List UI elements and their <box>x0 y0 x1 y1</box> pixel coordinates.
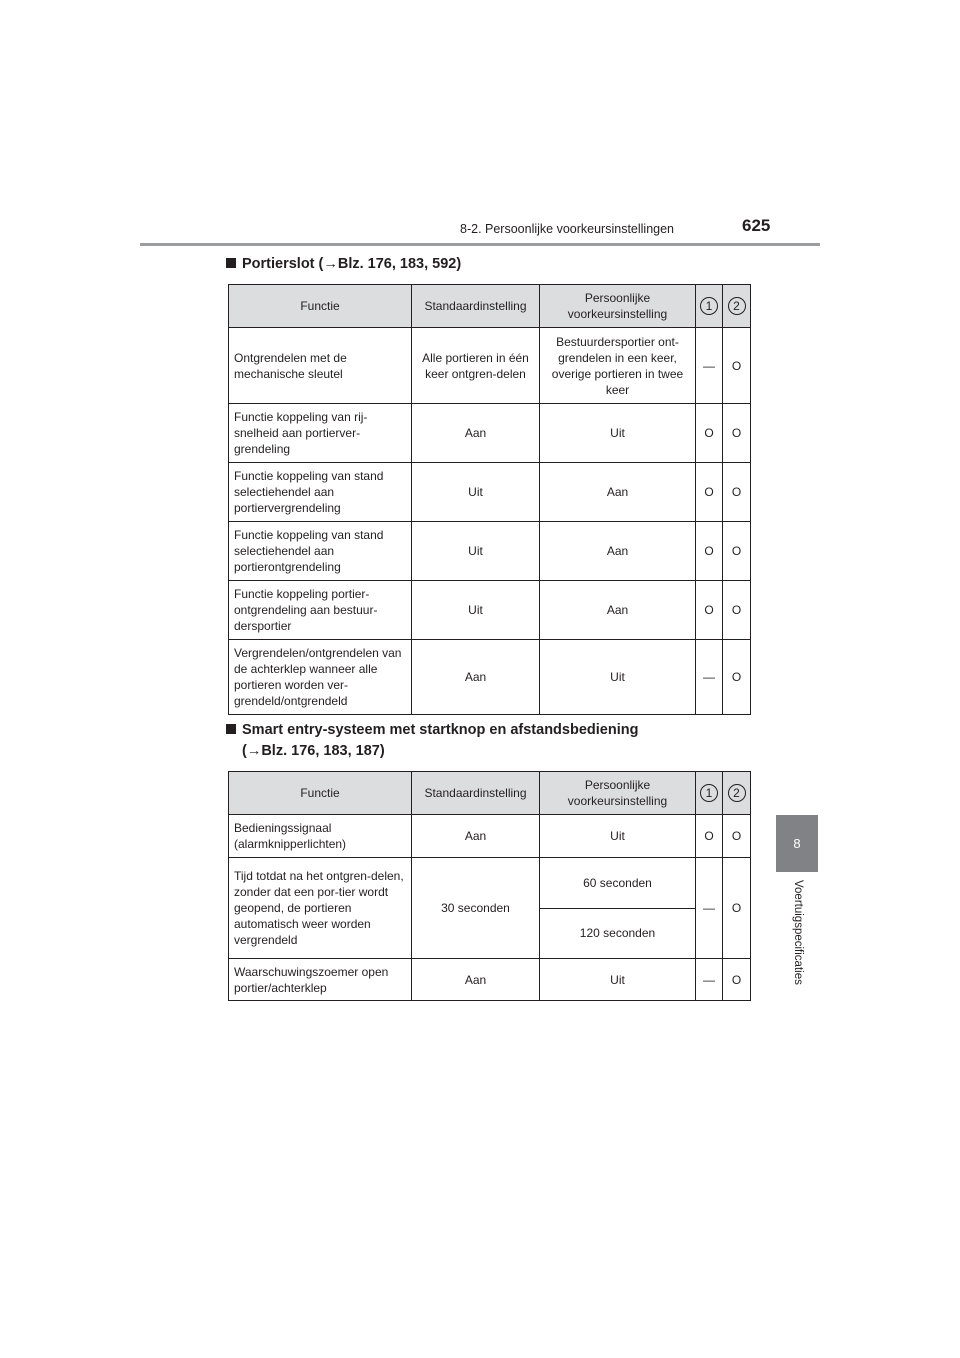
cell-custom: Aan <box>540 463 696 522</box>
cell-c2: O <box>723 858 751 959</box>
cell-default: 30 seconden <box>412 858 540 959</box>
table-header-row <box>229 285 751 328</box>
cell-function: Ontgrendelen met de mechanische sleutel <box>229 328 412 404</box>
column-header-default: Standaardinstelling <box>412 772 540 815</box>
table-row <box>229 581 751 640</box>
section-title-reference: (→Blz. 176, 183, 187) <box>242 743 385 759</box>
cell-c2: O <box>723 463 751 522</box>
cell-c1: O <box>696 522 723 581</box>
cell-function: Bedieningssignaal (alarmknipperlichten) <box>229 815 412 858</box>
cell-c1: — <box>696 959 723 1001</box>
cell-function: Functie koppeling van rij-snelheid aan portierver-grendeling <box>229 404 412 463</box>
cell-default: Aan <box>412 815 540 858</box>
chapter-tab: 8 <box>776 815 818 872</box>
table-row <box>229 959 751 1001</box>
table-row <box>229 328 751 404</box>
table-row <box>229 463 751 522</box>
table-header-row <box>229 772 751 815</box>
portierslot-table <box>228 284 751 715</box>
table-row <box>229 815 751 858</box>
cell-custom: Uit <box>540 404 696 463</box>
cell-c1: — <box>696 640 723 715</box>
square-bullet-icon <box>226 258 236 268</box>
page-number: 625 <box>742 216 771 235</box>
table-row <box>229 858 751 959</box>
cell-function: Tijd totdat na het ontgren-delen, zonder dat een por-tier wordt geopend, de portieren automatisch weer worden vergrendeld <box>229 858 412 959</box>
section-title-smart-entry <box>226 720 638 761</box>
circled-number-2: 2 <box>728 784 746 802</box>
cell-c1: — <box>696 858 723 959</box>
cell-default: Uit <box>412 463 540 522</box>
column-header-2 <box>723 285 751 328</box>
cell-custom: Uit <box>540 640 696 715</box>
cell-default: Uit <box>412 522 540 581</box>
cell-default: Aan <box>412 959 540 1001</box>
cell-function: Functie koppeling van stand selectiehendel aan portiervergrendeling <box>229 463 412 522</box>
cell-default: Aan <box>412 640 540 715</box>
cell-c1: O <box>696 404 723 463</box>
circled-number-1: 1 <box>700 784 718 802</box>
cell-function: Waarschuwingszoemer open portier/achterklep <box>229 959 412 1001</box>
cell-custom: Uit <box>540 815 696 858</box>
section-title-text: Smart entry-systeem met startknop en afstandsbediening <box>242 722 639 738</box>
column-header-1 <box>696 772 723 815</box>
cell-custom: Uit <box>540 959 696 1001</box>
cell-c1: O <box>696 815 723 858</box>
column-header-function: Functie <box>229 285 412 328</box>
column-header-custom: Persoonlijke voorkeursinstelling <box>540 772 696 815</box>
cell-function: Vergrendelen/ontgrendelen van de achterklep wanneer alle portieren worden ver-grendeld/ontgrendeld <box>229 640 412 715</box>
cell-c2: O <box>723 522 751 581</box>
cell-custom-option-b: 120 seconden <box>540 908 695 959</box>
cell-custom: Bestuurdersportier ont-grendelen in een keer, overige portieren in twee keer <box>540 328 696 404</box>
column-header-function: Functie <box>229 772 412 815</box>
cell-custom <box>540 858 696 959</box>
cell-c2: O <box>723 581 751 640</box>
column-header-2 <box>723 772 751 815</box>
header-section-title: 8-2. Persoonlijke voorkeursinstellingen <box>460 222 675 236</box>
cell-c1: O <box>696 581 723 640</box>
header-rule <box>140 243 820 246</box>
section-title-text: Portierslot (→Blz. 176, 183, 592) <box>242 256 462 272</box>
cell-c2: O <box>723 959 751 1001</box>
table-row <box>229 404 751 463</box>
cell-c2: O <box>723 328 751 404</box>
cell-default: Alle portieren in één keer ontgren-delen <box>412 328 540 404</box>
cell-c1: O <box>696 463 723 522</box>
cell-function: Functie koppeling portier-ontgrendeling aan bestuur-dersportier <box>229 581 412 640</box>
cell-default: Aan <box>412 404 540 463</box>
column-header-default: Standaardinstelling <box>412 285 540 328</box>
section-title-portierslot <box>226 254 461 274</box>
cell-custom: Aan <box>540 581 696 640</box>
square-bullet-icon <box>226 724 236 734</box>
cell-custom-option-a: 60 seconden <box>583 875 652 890</box>
circled-number-1: 1 <box>700 297 718 315</box>
cell-default: Uit <box>412 581 540 640</box>
table-row <box>229 522 751 581</box>
cell-c2: O <box>723 815 751 858</box>
smart-entry-table <box>228 771 751 1001</box>
cell-c2: O <box>723 640 751 715</box>
table-row <box>229 640 751 715</box>
cell-custom: Aan <box>540 522 696 581</box>
column-header-custom: Persoonlijke voorkeursinstelling <box>540 285 696 328</box>
chapter-label: Voertuigspecificaties <box>792 880 804 985</box>
circled-number-2: 2 <box>728 297 746 315</box>
cell-c1: — <box>696 328 723 404</box>
column-header-1 <box>696 285 723 328</box>
cell-function: Functie koppeling van stand selectiehendel aan portierontgrendeling <box>229 522 412 581</box>
cell-c2: O <box>723 404 751 463</box>
